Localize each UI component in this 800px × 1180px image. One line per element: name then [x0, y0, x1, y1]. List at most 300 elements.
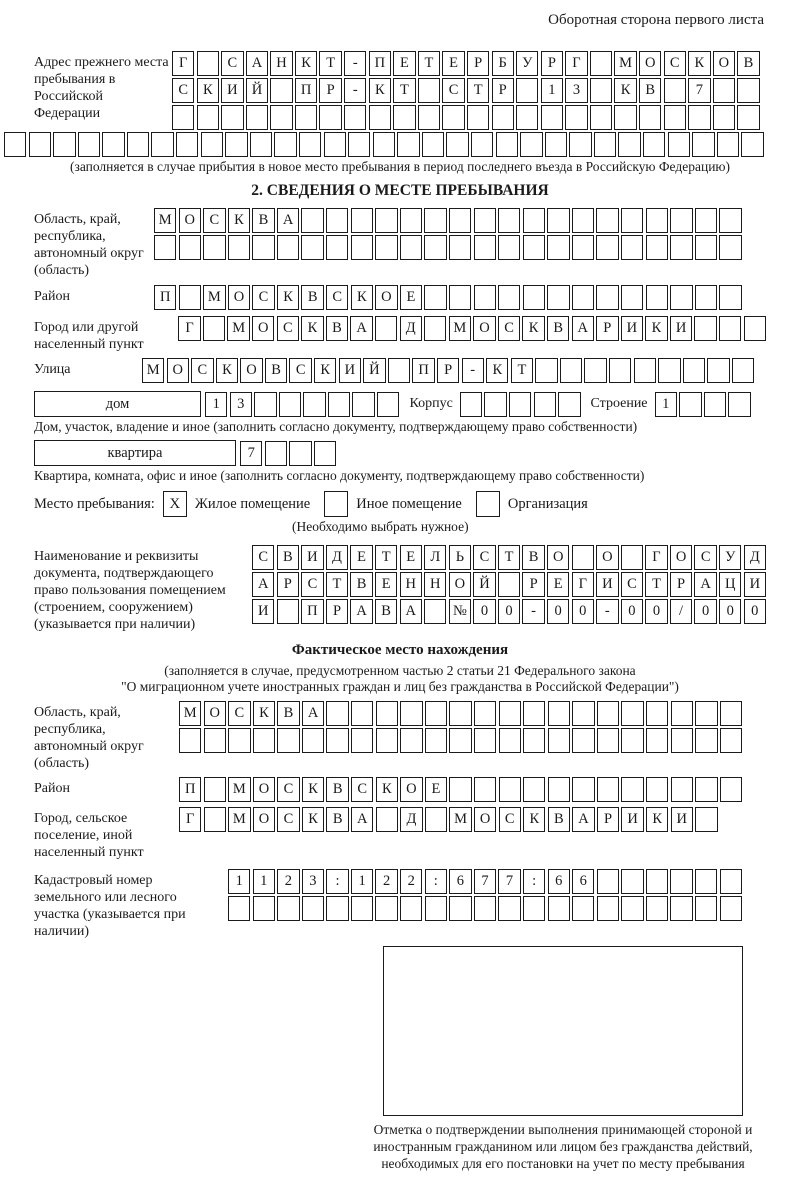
- char-box: [449, 728, 471, 753]
- char-box: -: [344, 78, 366, 103]
- char-box: С: [289, 358, 311, 383]
- char-box: Т: [498, 545, 520, 570]
- char-box: С: [221, 51, 243, 76]
- char-box: [376, 807, 398, 832]
- char-box: [670, 208, 692, 233]
- char-box: [596, 285, 618, 310]
- char-box: 0: [572, 599, 594, 624]
- document-row-1: [252, 545, 766, 570]
- char-box: К: [302, 777, 324, 802]
- char-box: [172, 105, 194, 130]
- char-box: Т: [326, 572, 348, 597]
- char-box: [621, 285, 643, 310]
- char-box: [53, 132, 75, 157]
- char-box: [621, 777, 643, 802]
- char-box: [679, 392, 701, 417]
- region-rows: [154, 208, 742, 260]
- char-box: П: [301, 599, 323, 624]
- char-box: [301, 208, 323, 233]
- char-box: [720, 701, 742, 726]
- stamp-column: [360, 946, 766, 1172]
- house-number-row: [205, 392, 399, 417]
- char-box: В: [301, 285, 323, 310]
- char-box: К: [228, 208, 250, 233]
- document-block: [34, 545, 766, 633]
- document-label: Наименование и реквизиты документа, подтверждающего право пользования помещением (строением, сооружением) (указывается при наличии): [34, 549, 226, 632]
- char-box: [590, 51, 612, 76]
- char-box: [279, 392, 301, 417]
- actual-location-note-2: "О миграционном учете иностранных граждан и лиц без гражданства в Российской Федерации"): [121, 679, 679, 694]
- char-box: 3: [565, 78, 587, 103]
- char-box: О: [253, 777, 275, 802]
- char-box: [29, 132, 51, 157]
- char-box: Т: [393, 78, 415, 103]
- cadastre-row-2: [228, 896, 742, 921]
- char-box: О: [449, 572, 471, 597]
- document-row-3: [252, 599, 766, 624]
- char-box: С: [499, 807, 521, 832]
- actual-city-block: [34, 807, 766, 861]
- char-box: [695, 777, 717, 802]
- char-box: [695, 208, 717, 233]
- char-box: М: [154, 208, 176, 233]
- char-box: [548, 896, 570, 921]
- char-box: О: [713, 51, 735, 76]
- char-box: В: [737, 51, 759, 76]
- char-box: [548, 777, 570, 802]
- char-box: П: [154, 285, 176, 310]
- char-box: [344, 105, 366, 130]
- char-box: [375, 235, 397, 260]
- char-box: М: [228, 777, 250, 802]
- char-box: О: [547, 545, 569, 570]
- char-box: [523, 208, 545, 233]
- street-label: Улица: [34, 362, 71, 377]
- char-box: [664, 78, 686, 103]
- char-box: [424, 235, 446, 260]
- char-box: [348, 132, 370, 157]
- char-box: С: [473, 545, 495, 570]
- char-box: [351, 235, 373, 260]
- char-box: [422, 132, 444, 157]
- char-box: [572, 896, 594, 921]
- char-box: О: [474, 807, 496, 832]
- char-box: [201, 132, 223, 157]
- char-box: [707, 358, 729, 383]
- char-box: :: [326, 869, 348, 894]
- stay-type-option-residential: Жилое помещение: [194, 495, 311, 512]
- char-box: [671, 728, 693, 753]
- char-box: -: [522, 599, 544, 624]
- char-box: М: [179, 701, 201, 726]
- char-box: [197, 105, 219, 130]
- char-box: [376, 701, 398, 726]
- char-box: [474, 728, 496, 753]
- char-box: С: [252, 285, 274, 310]
- char-box: С: [172, 78, 194, 103]
- char-box: [646, 285, 668, 310]
- page-side-note: Оборотная сторона первого листа: [548, 12, 764, 28]
- char-box: [547, 208, 569, 233]
- char-box: 1: [541, 78, 563, 103]
- char-box: И: [670, 316, 692, 341]
- char-box: Е: [393, 51, 415, 76]
- char-box: О: [639, 51, 661, 76]
- char-box: [569, 132, 591, 157]
- char-box: С: [694, 545, 716, 570]
- char-box: [179, 285, 201, 310]
- char-box: [302, 896, 324, 921]
- char-box: 7: [474, 869, 496, 894]
- char-box: К: [351, 285, 373, 310]
- char-box: [460, 392, 482, 417]
- char-box: Д: [400, 316, 422, 341]
- city-block: [34, 316, 766, 353]
- char-box: [154, 235, 176, 260]
- char-box: [643, 132, 665, 157]
- stay-type-option-other: Иное помещение: [356, 495, 462, 512]
- char-box: Р: [277, 572, 299, 597]
- char-box: [499, 728, 521, 753]
- char-box: [425, 807, 447, 832]
- prev-address-block: [34, 51, 766, 130]
- char-box: [492, 105, 514, 130]
- char-box: [614, 105, 636, 130]
- char-box: [499, 701, 521, 726]
- char-box: И: [339, 358, 361, 383]
- char-box: [299, 132, 321, 157]
- char-box: [728, 392, 750, 417]
- char-box: [704, 392, 726, 417]
- char-box: С: [301, 572, 323, 597]
- street-row: [142, 358, 754, 383]
- region-block: [34, 208, 766, 279]
- char-box: Е: [375, 572, 397, 597]
- char-box: Г: [172, 51, 194, 76]
- char-box: 0: [498, 599, 520, 624]
- char-box: К: [295, 51, 317, 76]
- char-box: А: [302, 701, 324, 726]
- char-box: [351, 728, 373, 753]
- char-box: [523, 285, 545, 310]
- cadastre-row-1: [228, 869, 742, 894]
- char-box: [496, 132, 518, 157]
- char-box: Е: [425, 777, 447, 802]
- char-box: В: [522, 545, 544, 570]
- char-box: [498, 208, 520, 233]
- char-box: [621, 728, 643, 753]
- char-box: [179, 235, 201, 260]
- char-box: [597, 896, 619, 921]
- char-box: [618, 132, 640, 157]
- char-box: [547, 235, 569, 260]
- char-box: 7: [498, 869, 520, 894]
- char-box: 1: [655, 392, 677, 417]
- stroenie-row: [655, 392, 751, 417]
- char-box: [474, 285, 496, 310]
- char-box: [265, 441, 287, 466]
- char-box: К: [522, 316, 544, 341]
- char-box: В: [326, 316, 348, 341]
- char-box: [78, 132, 100, 157]
- char-box: 0: [621, 599, 643, 624]
- char-box: И: [252, 599, 274, 624]
- char-box: [326, 208, 348, 233]
- char-box: 2: [400, 869, 422, 894]
- char-box: [621, 235, 643, 260]
- char-box: [204, 728, 226, 753]
- apartment-note: Квартира, комната, офис и иное (заполнить согласно документу, подтверждающему право собственности): [34, 468, 645, 483]
- char-box: К: [314, 358, 336, 383]
- char-box: 2: [277, 869, 299, 894]
- char-box: Р: [467, 51, 489, 76]
- char-box: О: [167, 358, 189, 383]
- char-box: [179, 728, 201, 753]
- char-box: [425, 728, 447, 753]
- char-box: [449, 208, 471, 233]
- char-box: [397, 132, 419, 157]
- char-box: :: [425, 869, 447, 894]
- char-box: Й: [246, 78, 268, 103]
- char-box: [449, 896, 471, 921]
- char-box: [449, 777, 471, 802]
- char-box: [393, 105, 415, 130]
- char-box: -: [596, 599, 618, 624]
- char-box: [204, 777, 226, 802]
- city-row: [178, 316, 766, 341]
- char-box: К: [614, 78, 636, 103]
- char-box: И: [744, 572, 766, 597]
- char-box: [418, 78, 440, 103]
- char-box: К: [523, 807, 545, 832]
- char-box: [695, 807, 717, 832]
- stay-type-note: (Необходимо выбрать нужное): [292, 519, 469, 534]
- char-box: [720, 869, 742, 894]
- char-box: 6: [548, 869, 570, 894]
- char-box: [621, 208, 643, 233]
- char-box: [572, 235, 594, 260]
- char-box: В: [277, 545, 299, 570]
- char-box: [547, 285, 569, 310]
- char-box: Г: [179, 807, 201, 832]
- char-box: 7: [240, 441, 262, 466]
- cadastre-block: [34, 869, 766, 940]
- district-block: [34, 285, 766, 310]
- char-box: Е: [547, 572, 569, 597]
- char-box: [741, 132, 763, 157]
- section2-title: 2. СВЕДЕНИЯ О МЕСТЕ ПРЕБЫВАНИЯ: [251, 182, 549, 199]
- char-box: [670, 869, 692, 894]
- char-box: К: [301, 316, 323, 341]
- char-box: 1: [351, 869, 373, 894]
- region-row-1: [154, 208, 742, 233]
- char-box: [498, 572, 520, 597]
- char-box: К: [253, 701, 275, 726]
- char-box: О: [375, 285, 397, 310]
- char-box: [695, 728, 717, 753]
- char-box: [572, 701, 594, 726]
- char-box: [351, 896, 373, 921]
- char-box: [467, 105, 489, 130]
- char-box: 0: [719, 599, 741, 624]
- char-box: И: [671, 807, 693, 832]
- char-box: [498, 896, 520, 921]
- char-box: С: [442, 78, 464, 103]
- prev-address-row-1: [172, 51, 760, 76]
- char-box: [695, 285, 717, 310]
- char-box: О: [228, 285, 250, 310]
- char-box: [377, 392, 399, 417]
- char-box: [692, 132, 714, 157]
- char-box: [446, 132, 468, 157]
- char-box: К: [216, 358, 238, 383]
- char-box: К: [277, 285, 299, 310]
- char-box: [744, 316, 766, 341]
- char-box: -: [462, 358, 484, 383]
- char-box: С: [621, 572, 643, 597]
- actual-region-row-2: [179, 728, 742, 753]
- char-box: [646, 777, 668, 802]
- prev-address-row-2: [172, 78, 760, 103]
- char-box: [558, 392, 580, 417]
- char-box: [471, 132, 493, 157]
- char-box: [442, 105, 464, 130]
- char-box: К: [688, 51, 710, 76]
- char-box: [523, 728, 545, 753]
- char-box: [646, 728, 668, 753]
- char-box: М: [228, 807, 250, 832]
- char-box: 0: [694, 599, 716, 624]
- char-box: [717, 132, 739, 157]
- char-box: К: [486, 358, 508, 383]
- char-box: [646, 235, 668, 260]
- char-box: :: [523, 869, 545, 894]
- char-box: [523, 701, 545, 726]
- char-box: [509, 392, 531, 417]
- char-box: К: [197, 78, 219, 103]
- char-box: А: [350, 316, 372, 341]
- char-box: М: [227, 316, 249, 341]
- stamp-note: Отметка о подтверждении выполнения принимающей стороной и иностранным гражданином или лицом без гражданства действий, необходимых для его постановки на учет по месту пребывания: [373, 1122, 753, 1171]
- char-box: Ь: [449, 545, 471, 570]
- char-box: [151, 132, 173, 157]
- char-box: 0: [473, 599, 495, 624]
- char-box: Р: [326, 599, 348, 624]
- char-box: [424, 208, 446, 233]
- stamp-area: [383, 946, 743, 1116]
- char-box: [228, 896, 250, 921]
- stroenie-label: Строение: [590, 396, 648, 411]
- char-box: К: [369, 78, 391, 103]
- char-box: К: [645, 316, 667, 341]
- char-box: [274, 132, 296, 157]
- char-box: [253, 896, 275, 921]
- char-box: [621, 545, 643, 570]
- char-box: [523, 777, 545, 802]
- char-box: О: [240, 358, 262, 383]
- char-box: [369, 105, 391, 130]
- char-box: [324, 132, 346, 157]
- prev-address-rows: [172, 51, 760, 130]
- char-box: [228, 728, 250, 753]
- char-box: В: [252, 208, 274, 233]
- char-box: [720, 777, 742, 802]
- char-box: [326, 896, 348, 921]
- char-box: 3: [230, 392, 252, 417]
- char-box: [597, 728, 619, 753]
- char-box: [621, 701, 643, 726]
- char-box: [646, 896, 668, 921]
- char-box: №: [449, 599, 471, 624]
- char-box: М: [614, 51, 636, 76]
- char-box: К: [646, 807, 668, 832]
- char-box: 0: [744, 599, 766, 624]
- char-box: [572, 208, 594, 233]
- char-box: М: [449, 316, 471, 341]
- char-box: [545, 132, 567, 157]
- char-box: [254, 392, 276, 417]
- char-box: [694, 316, 716, 341]
- char-box: В: [639, 78, 661, 103]
- char-box: [425, 701, 447, 726]
- char-box: [670, 235, 692, 260]
- char-box: [499, 777, 521, 802]
- char-box: Г: [572, 572, 594, 597]
- actual-city-label: Город, сельское поселение, иной населенный пункт: [34, 811, 144, 860]
- char-box: [670, 285, 692, 310]
- char-box: [449, 285, 471, 310]
- char-box: [326, 235, 348, 260]
- char-box: [277, 599, 299, 624]
- char-box: А: [351, 807, 373, 832]
- char-box: А: [246, 51, 268, 76]
- char-box: [688, 105, 710, 130]
- char-box: [319, 105, 341, 130]
- char-box: [597, 701, 619, 726]
- char-box: [695, 896, 717, 921]
- char-box: [203, 316, 225, 341]
- region-row-2: [154, 235, 742, 260]
- char-box: С: [498, 316, 520, 341]
- char-box: [474, 777, 496, 802]
- char-box: 3: [302, 869, 324, 894]
- char-box: [719, 316, 741, 341]
- char-box: С: [277, 777, 299, 802]
- char-box: Т: [467, 78, 489, 103]
- char-box: Ц: [719, 572, 741, 597]
- char-box: К: [302, 807, 324, 832]
- apartment-type-box: квартира: [34, 440, 236, 466]
- char-box: [713, 105, 735, 130]
- char-box: [373, 132, 395, 157]
- char-box: Д: [744, 545, 766, 570]
- char-box: В: [548, 807, 570, 832]
- char-box: 0: [547, 599, 569, 624]
- char-box: Е: [400, 545, 422, 570]
- char-box: У: [516, 51, 538, 76]
- char-box: Г: [178, 316, 200, 341]
- char-box: Н: [270, 51, 292, 76]
- char-box: [127, 132, 149, 157]
- district-label: Район: [34, 289, 70, 304]
- char-box: [474, 235, 496, 260]
- char-box: [388, 358, 410, 383]
- cadastre-label: Кадастровый номер земельного или лесного участка (указывается при наличии): [34, 873, 186, 939]
- city-label: Город или другой населенный пункт: [34, 320, 144, 352]
- house-type-box: дом: [34, 391, 201, 417]
- char-box: [664, 105, 686, 130]
- street-block: [34, 358, 766, 383]
